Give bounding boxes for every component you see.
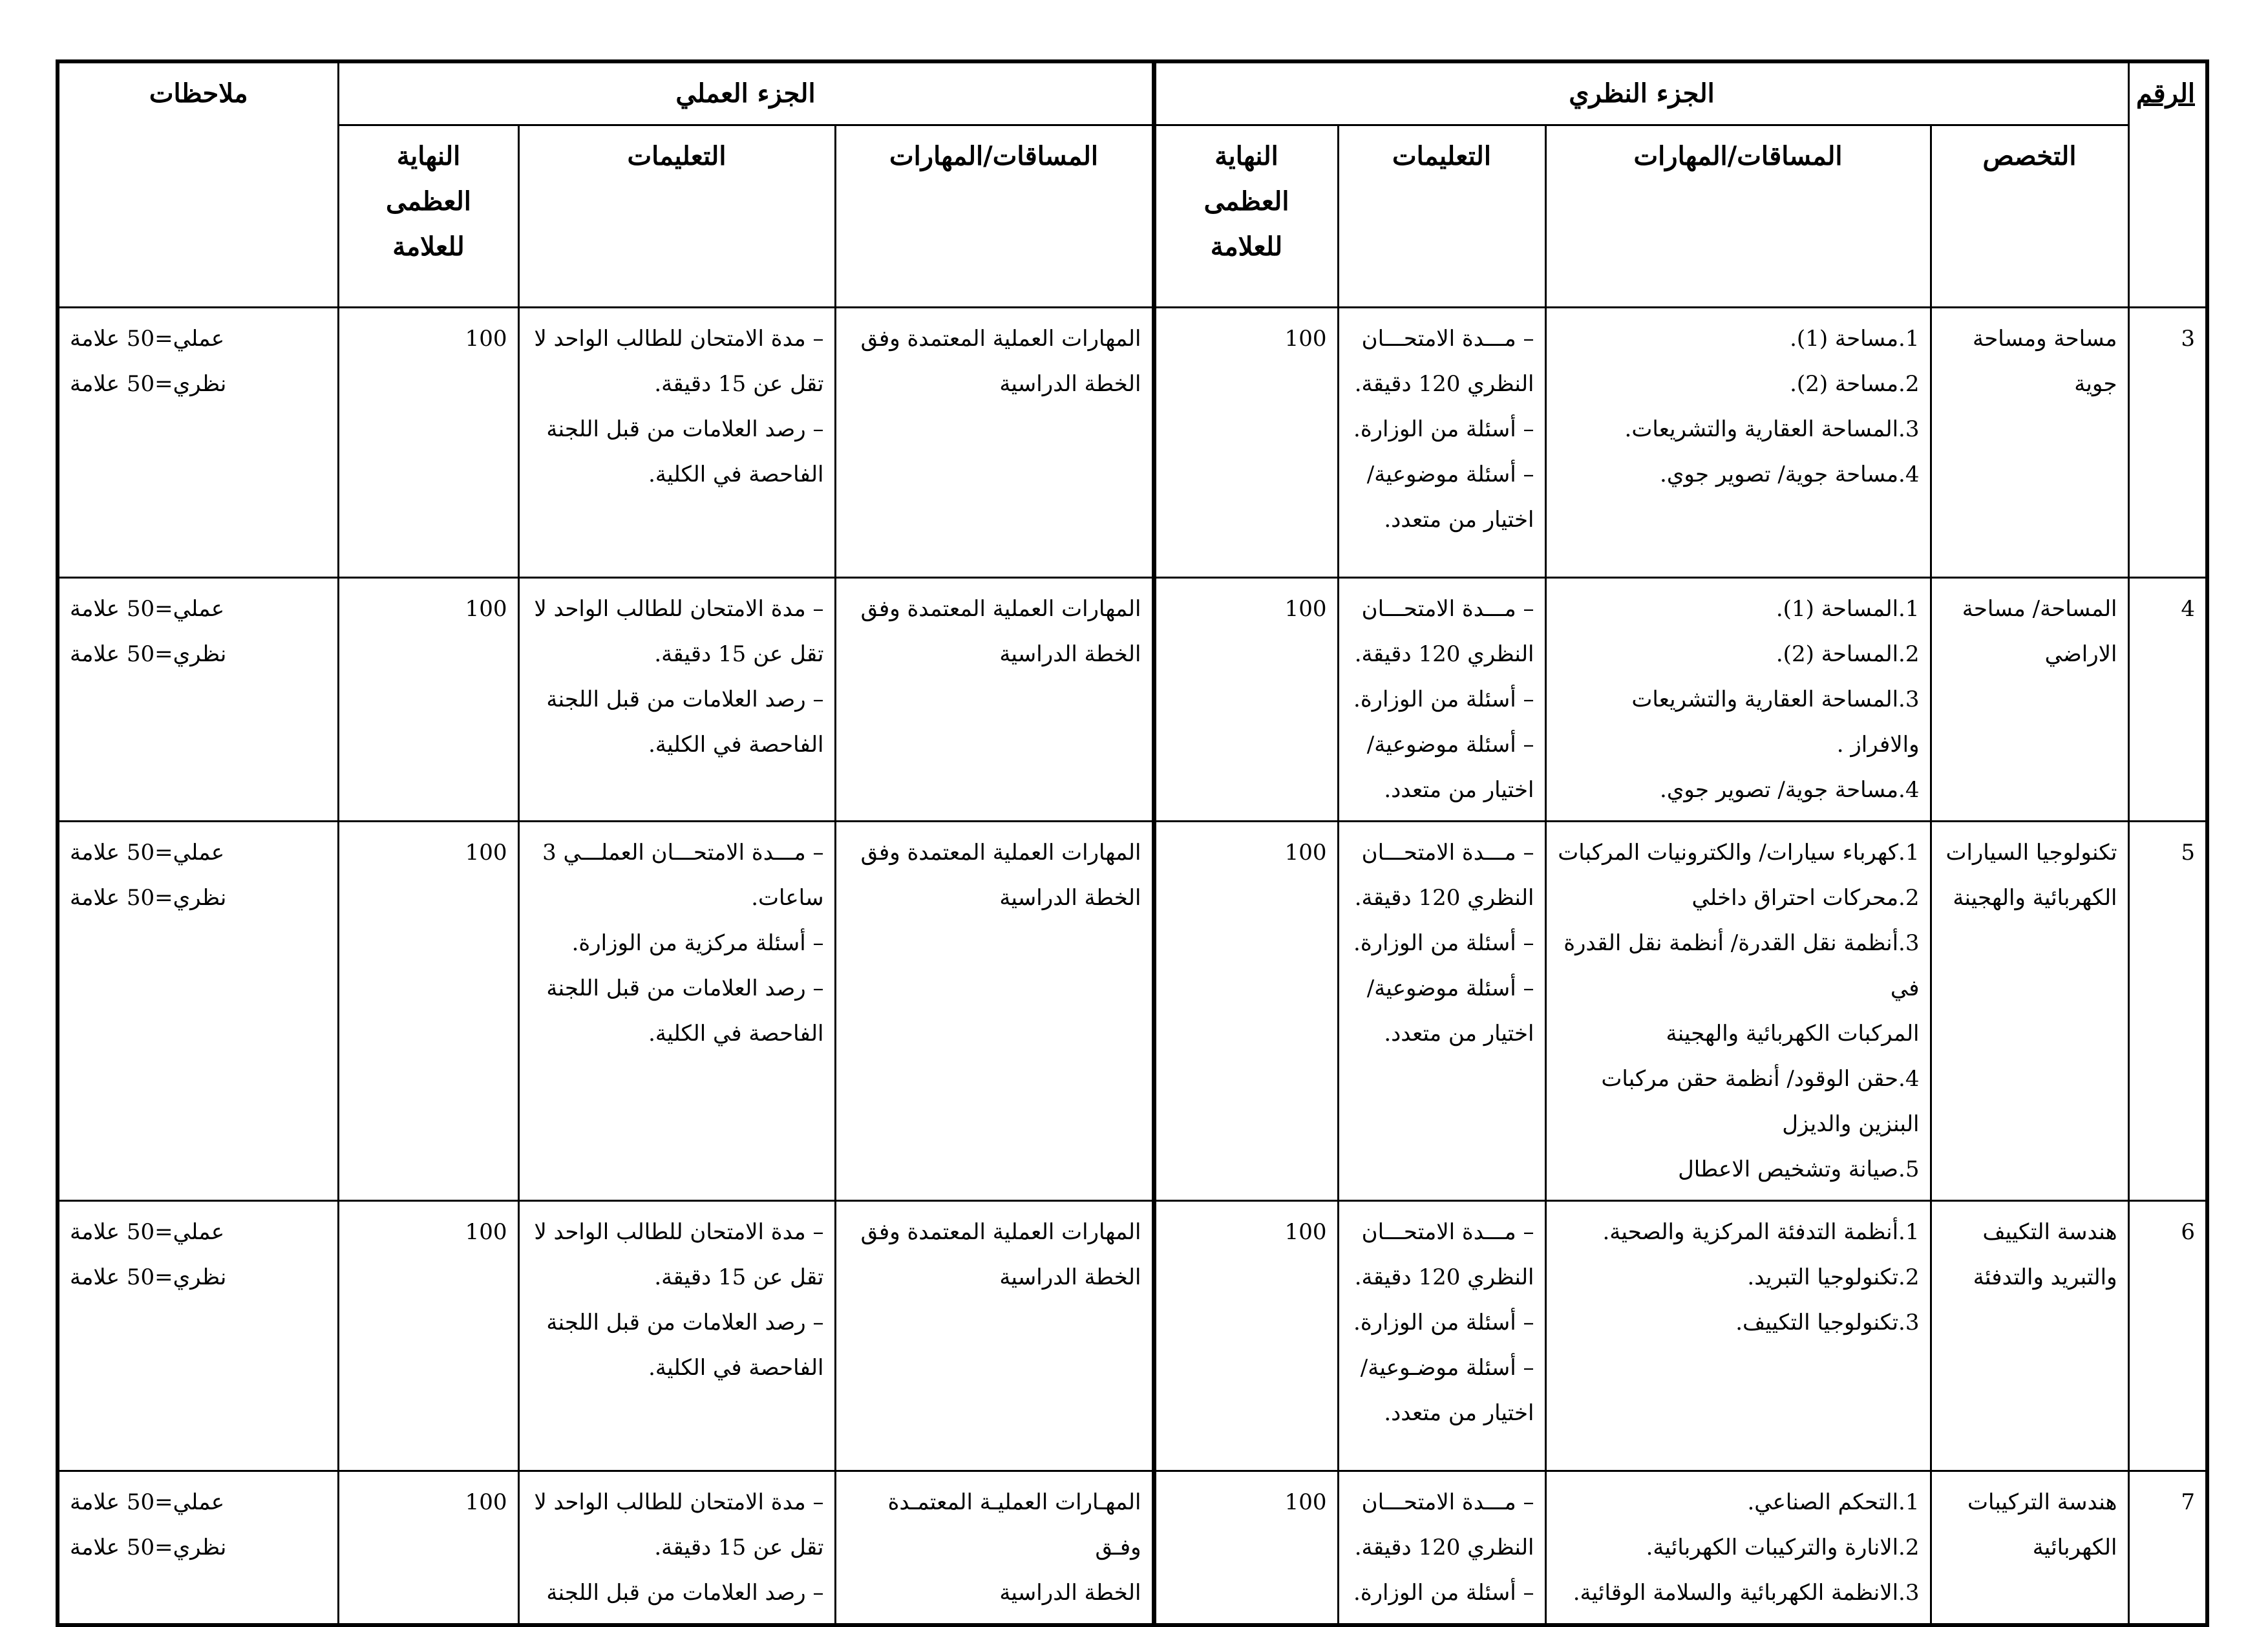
skill-item: البنزين والديزل [1782,1111,1920,1137]
instruction-line: تقل عن 15 دقيقة. [654,1264,824,1290]
instruction-line: اختيار من متعدد. [1384,777,1534,803]
practical-skills-cell [835,822,1154,1201]
instruction-line: النظري 120 دقيقة. [1354,1264,1534,1290]
instruction-line: النظري 120 دقيقة. [1354,371,1534,397]
skill-line: المهارات العملية المعتمدة وفق [860,1219,1141,1245]
note-line: عملي=50 علامة [69,596,225,622]
theory-max-mark: 100 [1154,1201,1338,1471]
row-number: 5 [2128,822,2207,1201]
instruction-line: تقل عن 15 دقيقة. [654,1535,824,1560]
practical-max-mark: 100 [339,1201,518,1471]
instruction-line: – رصد العلامات من قبل اللجنة [546,686,824,712]
practical-instructions-cell [518,308,835,578]
theory-max-mark: 100 [1154,308,1338,578]
instruction-line: – رصد العلامات من قبل اللجنة [546,416,824,442]
instruction-line: النظري 120 دقيقة. [1354,641,1534,667]
instruction-line: النظري 120 دقيقة. [1354,1535,1534,1560]
theory-instructions-cell [1338,1201,1545,1471]
skill-item: 2.تكنولوجيا التبريد. [1747,1264,1920,1290]
table-row [58,308,2207,578]
table-row [58,822,2207,1201]
skill-item: 4.حقن الوقود/ أنظمة حقن مركبات [1601,1066,1920,1092]
row-number: 3 [2128,308,2207,578]
theory-skills-cell [1545,822,1931,1201]
spec-line: الكهربائية [2032,1535,2117,1560]
max-mark-line: للعلامة [392,231,465,262]
note-line: نظري=50 علامة [69,1264,227,1290]
skill-item: 1.أنظمة التدفئة المركزية والصحية. [1602,1219,1920,1245]
instruction-line: – مـــدة الامتحـــان العملـــي 3 [542,840,824,866]
instruction-line: – مدة الامتحان للطالب الواحد لا [534,1489,824,1515]
theory-instructions-cell [1338,308,1545,578]
instruction-line: – رصد العلامات من قبل اللجنة [546,975,824,1001]
spec-line: مساحة ومساحة [1972,326,2117,352]
instruction-line: – مدة الامتحان للطالب الواحد لا [534,596,824,622]
row-number: 7 [2128,1471,2207,1626]
table-row [58,578,2207,822]
notes-header: ملاحظات [58,61,339,308]
instruction-line: – أسئلة من الوزارة. [1353,416,1534,442]
instruction-line: – أسئلة من الوزارة. [1353,930,1534,956]
max-mark-line: العظمى [1203,186,1289,217]
skill-item: 1.التحكم الصناعي. [1747,1489,1920,1515]
instruction-line: – أسئلة موضوعية/ [1366,732,1534,758]
skill-line: الخطة الدراسية [999,885,1141,911]
specialization-cell [1931,1201,2128,1471]
notes-cell [58,308,339,578]
instruction-line: – مـــدة الامتحـــان [1361,1489,1534,1515]
theory-instructions-cell [1338,822,1545,1201]
theory-part-header: الجزء النظري [1154,61,2128,125]
notes-cell [58,1201,339,1471]
skill-item: 3.تكنولوجيا التكييف. [1735,1310,1920,1335]
instruction-line: اختيار من متعدد. [1384,1400,1534,1426]
document-page [59,59,2209,1606]
skill-item: 4.مساحة جوية/ تصوير جوي. [1660,777,1920,803]
table-row [58,1201,2207,1471]
skill-line: الخطة الدراسية [999,1264,1141,1290]
skill-line: المهـارات العمليـة المعتمـدة وفـق [887,1489,1141,1560]
instruction-line: – مـــدة الامتحـــان [1361,1219,1534,1245]
skill-line: المهارات العملية المعتمدة وفق [860,840,1141,866]
practical-max-mark: 100 [339,822,518,1201]
spec-line: جوية [2074,371,2117,397]
notes-cell [58,822,339,1201]
practical-skills-cell [835,308,1154,578]
spec-line: المساحة/ مساحة [1962,596,2117,622]
instruction-line: الفاحصة في الكلية. [648,1355,824,1381]
practical-instructions-header: التعليمات [518,125,835,308]
note-line: نظري=50 علامة [69,641,227,667]
instruction-line: اختيار من متعدد. [1384,1021,1534,1047]
max-mark-line: للعلامة [1210,231,1283,262]
practical-instructions-cell [518,1471,835,1626]
table-row [58,1471,2207,1626]
instruction-line: – أسئلة مركزية من الوزارة. [571,930,824,956]
skill-item: 3.الانظمة الكهربائية والسلامة الوقائية. [1573,1580,1920,1606]
notes-cell [58,1471,339,1626]
specialization-header: التخصص [1931,125,2128,308]
skill-item: 4.مساحة جوية/ تصوير جوي. [1660,462,1920,487]
spec-line: الكهربائية والهجينة [1953,885,2117,911]
theory-skills-cell [1545,1471,1931,1626]
skill-item: 3.المساحة العقارية والتشريعات. [1624,416,1920,442]
instruction-line: – أسئلة من الوزارة. [1353,1310,1534,1335]
theory-instructions-cell [1338,578,1545,822]
skill-item: 5.صيانة وتشخيص الاعطال [1678,1156,1920,1182]
note-line: عملي=50 علامة [69,1219,225,1245]
instruction-line: – مـــدة الامتحـــان [1361,596,1534,622]
notes-cell [58,578,339,822]
max-mark-line: النهاية [396,141,461,171]
instruction-line: النظري 120 دقيقة. [1354,885,1534,911]
note-line: عملي=50 علامة [69,840,225,866]
skill-item: 2.الانارة والتركيبات الكهربائية. [1646,1535,1920,1560]
practical-max-mark: 100 [339,578,518,822]
theory-max-mark-header [1154,125,1338,308]
instruction-line: – أسئلة موضوعية/ [1366,975,1534,1001]
instruction-line: – رصد العلامات من قبل اللجنة [546,1310,824,1335]
note-line: عملي=50 علامة [69,1489,225,1515]
practical-max-mark-header [339,125,518,308]
theory-instructions-cell [1338,1471,1545,1626]
practical-skills-header: المساقات/المهارات [835,125,1154,308]
spec-line: الاراضي [2044,641,2117,667]
instruction-line: – مـــدة الامتحـــان [1361,326,1534,352]
instruction-line: تقل عن 15 دقيقة. [654,641,824,667]
spec-line: هندسة التكييف [1982,1219,2117,1245]
specialization-cell [1931,1471,2128,1626]
theory-skills-cell [1545,1201,1931,1471]
instruction-line: – رصد العلامات من قبل اللجنة [546,1580,824,1606]
practical-skills-cell [835,1471,1154,1626]
practical-max-mark: 100 [339,308,518,578]
skill-item: 1.مساحة (1). [1790,326,1920,352]
instruction-line: – أسئلة من الوزارة. [1353,1580,1534,1606]
note-line: نظري=50 علامة [69,1535,227,1560]
exam-table [56,59,2209,1627]
theory-skills-header: المساقات/المهارات [1545,125,1931,308]
row-number: 6 [2128,1201,2207,1471]
instruction-line: الفاحصة في الكلية. [648,1021,824,1047]
practical-skills-cell [835,578,1154,822]
number-header: الرقم [2128,61,2207,308]
practical-skills-cell [835,1201,1154,1471]
spec-line: هندسة التركيبات [1967,1489,2117,1515]
theory-max-mark: 100 [1154,1471,1338,1626]
note-line: نظري=50 علامة [69,885,227,911]
theory-max-mark: 100 [1154,578,1338,822]
skill-line: الخطة الدراسية [999,1580,1141,1606]
instruction-line: – مدة الامتحان للطالب الواحد لا [534,326,824,352]
theory-skills-cell [1545,578,1931,822]
specialization-cell [1931,822,2128,1201]
max-mark-line: النهاية [1214,141,1278,171]
practical-max-mark: 100 [339,1471,518,1626]
table-body [58,308,2207,1626]
instruction-line: الفاحصة في الكلية. [648,732,824,758]
specialization-cell [1931,578,2128,822]
skill-item: 2.المساحة (2). [1775,641,1920,667]
skill-item: 3.المساحة العقارية والتشريعات والافراز . [1631,686,1920,758]
practical-instructions-cell [518,822,835,1201]
instruction-line: – مدة الامتحان للطالب الواحد لا [534,1219,824,1245]
skill-line: المهارات العملية المعتمدة وفق [860,596,1141,622]
instruction-line: – أسئلة موضوعية/ [1366,462,1534,487]
specialization-cell [1931,308,2128,578]
skill-item: 2.مساحة (2). [1790,371,1920,397]
skill-item: 2.محركات احتراق داخلي [1691,885,1920,911]
skill-line: المهارات العملية المعتمدة وفق [860,326,1141,352]
skill-item: المركبات الكهربائية والهجينة [1666,1021,1920,1047]
instruction-line: اختيار من متعدد. [1384,507,1534,533]
note-line: عملي=50 علامة [69,326,225,352]
instruction-line: تقل عن 15 دقيقة. [654,371,824,397]
row-number: 4 [2128,578,2207,822]
max-mark-line: العظمى [386,186,471,217]
instruction-line: – أسئلة من الوزارة. [1353,686,1534,712]
instruction-line: – مـــدة الامتحـــان [1361,840,1534,866]
theory-skills-cell [1545,308,1931,578]
skill-line: الخطة الدراسية [999,641,1141,667]
skill-item: 3.أنظمة نقل القدرة/ أنظمة نقل القدرة في [1563,930,1920,1001]
spec-line: تكنولوجيا السيارات [1945,840,2117,866]
note-line: نظري=50 علامة [69,371,227,397]
skill-item: 1.المساحة (1). [1775,596,1920,622]
instruction-line: الفاحصة في الكلية. [648,462,824,487]
instruction-line: – أسئلة موضـوعية/ [1360,1355,1534,1381]
spec-line: والتبريد والتدفئة [1973,1264,2117,1290]
practical-part-header: الجزء العملي [339,61,1154,125]
theory-instructions-header: التعليمات [1338,125,1545,308]
practical-instructions-cell [518,578,835,822]
theory-max-mark: 100 [1154,822,1338,1201]
section-header-row [58,61,2207,125]
skill-item: 1.كهرباء سيارات/ والكترونيات المركبات [1558,840,1920,866]
instruction-line: ساعات. [751,885,824,911]
column-header-row [58,125,2207,308]
skill-line: الخطة الدراسية [999,371,1141,397]
practical-instructions-cell [518,1201,835,1471]
